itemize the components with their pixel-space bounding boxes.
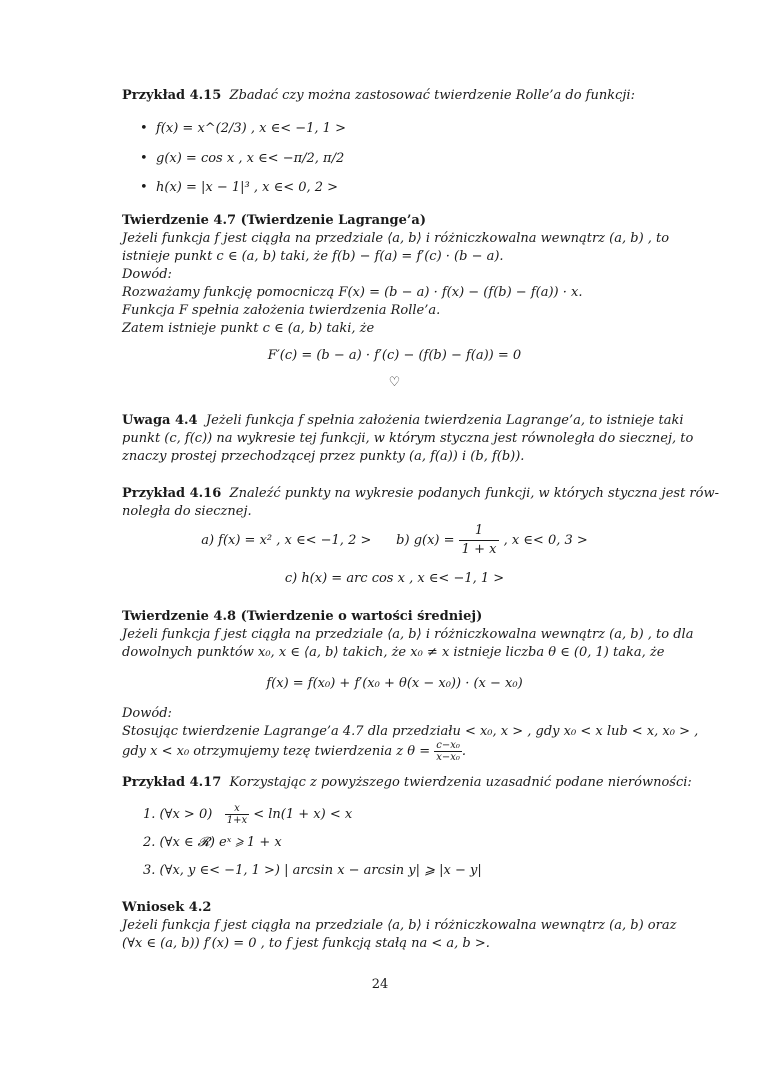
corollary-line: Jeżeli funkcja f jest ciągła na przedziale ⟨a, b⟩ i różniczkowalna wewnątrz (a, b) oraz <box>122 918 677 933</box>
function-b-fraction <box>459 522 500 559</box>
example-functions-ab <box>122 522 667 559</box>
fraction-denominator: 1 + x <box>461 542 497 557</box>
remark-label: Uwaga 4.4 <box>122 413 198 428</box>
fraction-denominator: x−x₀ <box>436 752 460 763</box>
remark-4-4-line <box>122 411 684 431</box>
remark-text: Jeżeli funkcja f spełnia założenia twierdzenia Lagrange’a, to istnieje taki <box>205 413 684 428</box>
function-a: a) f(x) = x² , x ∈< −1, 2 > <box>201 533 372 548</box>
proof-line: Stosując twierdzenie Lagrange’a 4.7 dla przedziału < x₀, x > , gdy x₀ < x lub < x, x₀ > , <box>122 724 699 739</box>
fraction-numerator: 1 <box>459 522 500 541</box>
list-item-text: g(x) = cos x , x ∈< −π/2, π/2 <box>156 151 345 166</box>
example-label: Przykład 4.15 <box>122 88 222 103</box>
page-number: 24 <box>371 977 389 992</box>
list-item-prefix: 1. (∀x > 0) <box>143 807 213 822</box>
proof-line: Zatem istnieje punkt c ∈ (a, b) taki, że <box>122 321 375 336</box>
example-4-17-heading <box>122 773 692 793</box>
proof-label: Dowód: <box>122 706 172 721</box>
example-label: Przykład 4.17 <box>122 775 222 790</box>
list-item-text: h(x) = |x − 1|³ , x ∈< 0, 2 > <box>156 180 339 195</box>
list-item: • h(x) = |x − 1|³ , x ∈< 0, 2 > <box>140 180 339 195</box>
example-text: Zbadać czy można zastosować twierdzenie Rolle’a do funkcji: <box>229 88 635 103</box>
qed-symbol: ♡ <box>388 375 401 390</box>
proof-line: Rozważamy funkcję pomocniczą F(x) = (b − a) · f(x) − (f(b) − f(a)) · x. <box>122 285 583 300</box>
example-text: noległa do siecznej. <box>122 504 252 519</box>
function-b-prefix: b) g(x) = <box>396 533 455 548</box>
proof-line: Funkcja F spełnia założenia twierdzenia Rolle’a. <box>122 303 441 318</box>
theorem-4-8-title: Twierdzenie 4.8 (Twierdzenie o wartości średniej) <box>122 609 483 624</box>
example-text: Znaleźć punkty na wykresie podanych funkcji, w których styczna jest rów- <box>229 486 719 501</box>
corollary-4-2-title: Wniosek 4.2 <box>122 900 212 915</box>
list-item: 3. (∀x, y ∈< −1, 1 >) | arcsin x − arcsin y| ⩾ |x − y| <box>143 863 482 878</box>
theorem-line: Jeżeli funkcja f jest ciągła na przedziale ⟨a, b⟩ i różniczkowalna wewnątrz (a, b) , to dla <box>122 627 694 642</box>
function-b-suffix: , x ∈< 0, 3 > <box>503 533 588 548</box>
example-text: Korzystając z powyższego twierdzenia uzasadnić podane nierówności: <box>229 775 692 790</box>
remark-line: punkt (c, f(c)) na wykresie tej funkcji, w którym styczna jest równoległa do siecznej, to <box>122 431 694 446</box>
fraction-denominator: 1+x <box>226 815 248 826</box>
lagrange-formula: F′(c) = (b − a) · f′(c) − (f(b) − f(a)) = 0 <box>267 348 522 363</box>
list-item: 2. (∀x ∈ 𝓡) eˣ ⩾ 1 + x <box>143 835 282 850</box>
fraction-numerator: x <box>225 803 249 815</box>
proof-line-theta: gdy x < x₀ otrzymujemy tezę twierdzenia z θ = $\frac{\text{c−x₀}}{\text{x−x₀}}$ . <box>122 740 467 763</box>
theta-fraction <box>434 740 462 763</box>
example-4-16-heading <box>122 484 719 504</box>
list-item-text: f(x) = x^(2/3) , x ∈< −1, 1 > <box>156 121 346 136</box>
theorem-4-7-title: Twierdzenie 4.7 (Twierdzenie Lagrange’a) <box>122 213 426 228</box>
example-label: Przykład 4.16 <box>122 486 222 501</box>
proof-label: Dowód: <box>122 267 172 282</box>
list-item: • f(x) = x^(2/3) , x ∈< −1, 1 > <box>140 121 346 136</box>
proof-text: gdy x < x₀ otrzymujemy tezę twierdzenia z θ = <box>122 744 431 759</box>
function-c: c) h(x) = arc cos x , x ∈< −1, 1 > <box>284 571 505 586</box>
corollary-line: (∀x ∈ (a, b)) f′(x) = 0 , to f jest funkcją stałą na < a, b >. <box>122 936 490 951</box>
theorem-line: istnieje punkt c ∈ (a, b) taki, że f(b) − f(a) = f′(c) · (b − a). <box>122 249 504 264</box>
list-item <box>143 803 352 827</box>
fraction-numerator: c−x₀ <box>434 740 462 752</box>
inequality-fraction <box>225 803 249 826</box>
theorem-line: Jeżeli funkcja f jest ciągła na przedziale ⟨a, b⟩ i różniczkowalna wewnątrz (a, b) , to <box>122 231 670 246</box>
remark-line: znaczy prostej przechodzącej przez punkty (a, f(a)) i (b, f(b)). <box>122 449 525 464</box>
theorem-line: dowolnych punktów x₀, x ∈ ⟨a, b⟩ takich, że x₀ ≠ x istnieje liczba θ ∈ (0, 1) taka, że <box>122 645 665 660</box>
example-4-15-heading <box>122 86 667 106</box>
mean-value-formula: f(x) = f(x₀) + f′(x₀ + θ(x − x₀)) · (x − x₀) <box>266 676 523 691</box>
list-item-suffix: < ln(1 + x) < x <box>253 807 353 822</box>
list-item: • g(x) = cos x , x ∈< −π/2, π/2 <box>140 151 345 166</box>
